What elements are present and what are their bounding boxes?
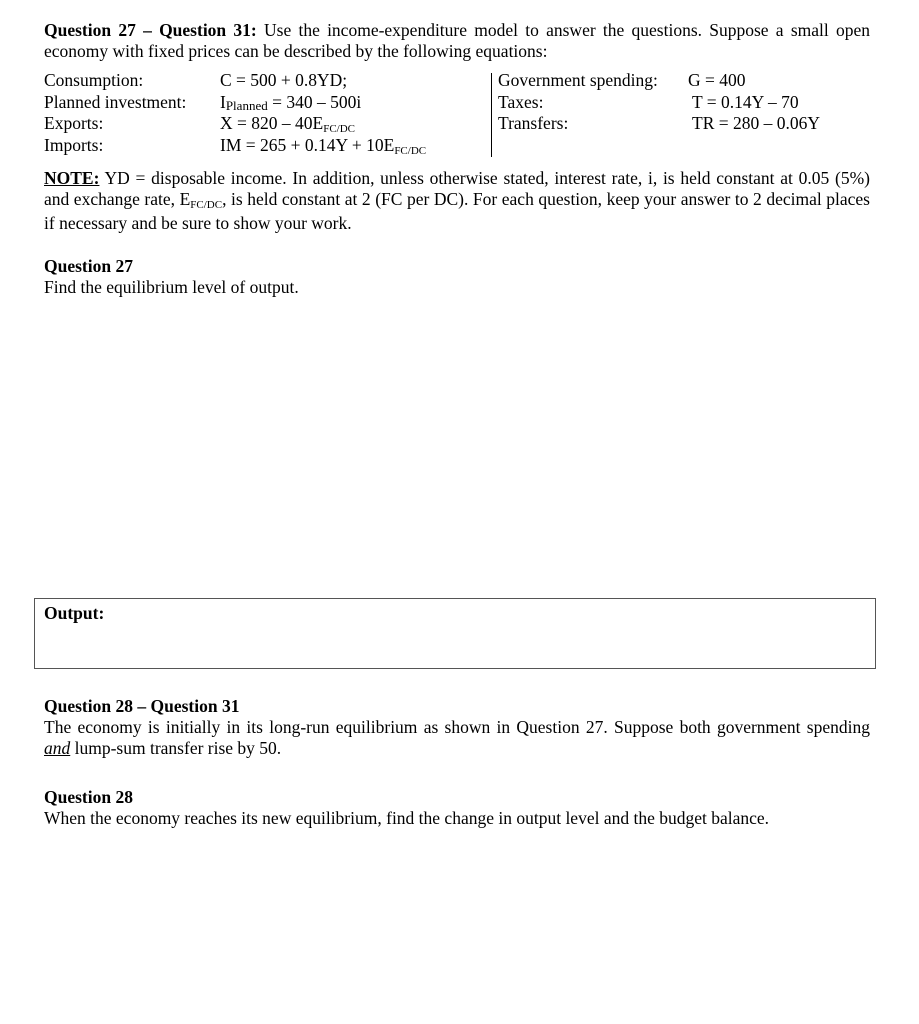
output-label: Output:	[44, 603, 105, 623]
q28-31-emphasis: and	[44, 738, 71, 758]
intro-heading: Question 27 – Question 31:	[44, 20, 257, 40]
q28-31-text-2: lump-sum transfer rise by 50.	[70, 738, 282, 758]
equation-label: Government spending:	[498, 70, 658, 90]
question-28-31-text	[44, 717, 870, 759]
question-28	[44, 787, 870, 829]
equation-label: Consumption:	[44, 70, 144, 90]
question-28-heading: Question 28	[44, 787, 133, 807]
note-subscript: FC/DC	[190, 199, 223, 211]
q28-31-text-1: The economy is initially in its long-run equilibrium as shown in Question 27. Suppose both government spending	[44, 717, 870, 737]
expr-post: = 340 – 500i	[267, 91, 362, 112]
equation-government-spending	[498, 70, 878, 92]
question-27-heading: Question 27	[44, 256, 133, 276]
equation-expression: G = 400	[688, 70, 746, 90]
equation-transfers	[498, 113, 878, 135]
question-page	[44, 20, 870, 298]
intro-text: Use the income-expenditure model to answer the questions. Suppose a small open economy with fixed prices can be described by the following equations:	[44, 20, 870, 61]
note-label: NOTE:	[44, 168, 100, 188]
equation-imports	[44, 135, 484, 157]
expr-pre: IM = 265 + 0.14Y + 10E	[220, 134, 395, 155]
equation-expression: TR = 280 – 0.06Y	[692, 113, 820, 133]
column-divider	[491, 73, 492, 157]
expr-subscript: FC/DC	[394, 144, 427, 157]
equation-expression: C = 500 + 0.8YD;	[220, 70, 348, 90]
expr-subscript: Planned	[225, 97, 268, 113]
equation-label: Planned investment:	[44, 91, 187, 112]
equation-label: Transfers:	[498, 113, 569, 133]
equation-expression: T = 0.14Y – 70	[692, 91, 799, 112]
question-28-31-heading: Question 28 – Question 31	[44, 696, 240, 716]
expr-pre: I	[220, 91, 226, 112]
expr-subscript: FC/DC	[323, 123, 355, 135]
equation-expression	[220, 92, 361, 114]
equation-label: Exports:	[44, 113, 104, 133]
note-text-1: YD = disposable income. In addition, unless otherwise stated, interest rate, i, is held constant at 0.05 (5%) and exchange rate, E	[44, 168, 870, 209]
note-text-2: , is held constant at 2 (FC per DC). For each question, keep your answer to 2 decimal places if necessary and be sure to show your work.	[44, 189, 870, 233]
equations-left-column	[44, 70, 484, 156]
question-28-text: When the economy reaches its new equilibrium, find the change in output level and the budget balance.	[44, 808, 770, 828]
equation-label: Taxes:	[498, 91, 544, 112]
equation-expression	[220, 113, 355, 137]
equation-taxes	[498, 92, 878, 114]
equation-expression	[220, 135, 426, 159]
question-28-31	[44, 696, 870, 759]
equation-consumption	[44, 70, 484, 92]
equation-label: Imports:	[44, 134, 104, 155]
note-paragraph	[44, 168, 870, 234]
equations-right-column	[498, 70, 878, 135]
output-answer-box[interactable]	[34, 598, 876, 669]
question-27	[44, 256, 870, 298]
intro-paragraph	[44, 20, 870, 62]
equation-exports	[44, 113, 484, 135]
equations-block	[44, 70, 870, 166]
question-27-text: Find the equilibrium level of output.	[44, 277, 299, 297]
equation-planned-investment	[44, 92, 484, 114]
expr-pre: X = 820 – 40E	[220, 113, 324, 133]
